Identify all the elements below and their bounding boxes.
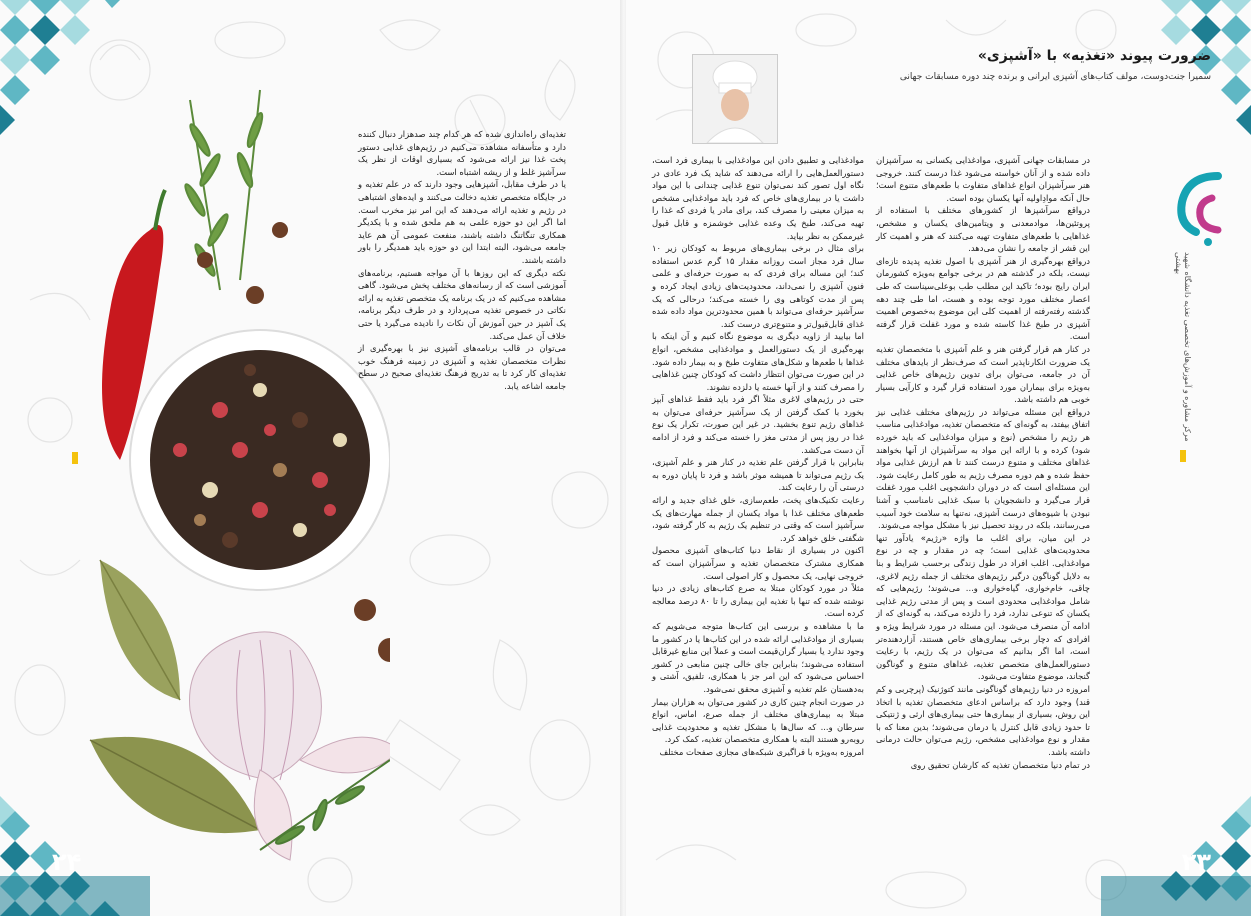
paragraph: تغذیه‌ای راه‌اندازی شده که هر کدام چند صدهزار دنبال کننده دارد و متأسفانه مشاهده می‌کنیم در رژیم‌های غذایی دستور پخت غذا نیز ارائه می‌شود که بسیاری اوقات از نظر یک سرآشپز غلط و از ریشه اشتباه است. <box>358 129 566 177</box>
author-byline: سمیرا جنت‌دوست، مولف کتاب‌های آشپزی ایرانی و برنده چند دوره مسابقات جهانی <box>899 72 1211 82</box>
paragraph: می‌توان در قالب برنامه‌های آشپزی نیز با بهره‌گیری از نظرات متخصصان تغذیه و آشپزی در زمینه فرهنگ خوب تغذیه‌ای کار کرد تا به تدریج فرهنگ تغذیه‌ای صحیح در سطح جامعه اشاعه یابد. <box>358 343 566 391</box>
article-column-left <box>358 128 566 392</box>
article-column-right-2 <box>652 154 864 759</box>
paragraph: نکته دیگری که این روزها با آن مواجه هستیم، برنامه‌های آموزشی است که از رسانه‌های مختلف پخش می‌شود. گاهی مشاهده می‌کنیم که در یک برنامه یک متخصص تغذیه به ارائه نکاتی در خصوص تغذیه می‌پردازد و در طرف دیگر برنامه، یک آشپز در حین آموزش آن نکات را نادیده می‌گیرد یا حتی خلاف آن عمل می‌کند. <box>358 267 566 341</box>
spices-photo <box>60 80 390 880</box>
paragraph: حتی در رژیم‌های لاغری مثلاً اگر فرد باید فقط غذاهای آبپز بخورد با کمک گرفتن از یک سرآشپز حرفه‌ای می‌توان به غذاهای رژیم تنوع بخشید. در غیر این صورت، تکرار یک نوع غذا در روز پس از مدتی مغز را خسته می‌کند و فرد از ادامه آن دست می‌کشد. <box>652 394 864 455</box>
page-number-left: ۲۴ <box>52 848 82 876</box>
paragraph: یا در طرف مقابل، آشپزهایی وجود دارند که در علم تغذیه و در جایگاه متخصص تغذیه دخالت می‌کنند و ایده‌های اشتباهی در رژیم و تغذیه ارائه می‌دهند که این امر نیز مخرب است. اما اگر این دو حوزه علمی به هم ملحق شده و با یکدیگر همکاری تنگاتنگ داشته باشند، منفعت عمومی آن هم عاید جامعه می‌شود، البته ابتدا این دو حوزه باید همدیگر را باور داشته باشند. <box>358 179 566 265</box>
paragraph: در مسابقات جهانی آشپزی، موادغذایی یکسانی به سرآشپزان داده شده و از آنان خواسته می‌شود غذا درست کنند. خروجی هنر سرآشپزان انواع غذاهای متفاوت با طعم‌های متنوع است؛ حال آنکه موادِاولیه آنها یکسان بوده است. <box>876 155 1090 203</box>
paragraph: مثلاً در مورد کودکان مبتلا به صرع کتاب‌های زیادی در دنیا نوشته شده که تنها با تغذیه این بیماری را تا ۸۰ درصد معالجه کرده است. <box>652 583 864 619</box>
right-page <box>626 0 1251 916</box>
paragraph: رعایت تکنیک‌های پخت، طعم‌سازی، خلق غذای جدید و ارائه طعم‌های مختلف غذا با مواد یکسان از جمله مهارت‌های یک سرآشپز است که وقتی در تنظیم یک رژیم به کار گرفته شود، شگفتی خلق خواهد کرد. <box>652 495 864 543</box>
paragraph: درواقع بهره‌گیری از هنر آشپزی با اصول تغذیه پدیده تازه‌ای نیست، بلکه در گذشته هم در برخی جوامع به‌ویژه کشورمان ایران رایج بوده؛ تاکید این مطلب طب بوعلی‌سیناست که طی اعصار مختلف مورد توجه بوده و هست، اما طی چند دهه گذشته رفته‌رفته از اهمیت کلی این موضوع به‌خصوص اهمیت آشپزی در طبخ غذا کاسته شده و مورد غفلت قرار گرفته است. <box>876 255 1090 342</box>
article-column-right-1 <box>876 154 1090 771</box>
left-page <box>0 0 622 916</box>
page-number-right: ۲۳ <box>1181 848 1211 876</box>
paragraph: در تمام دنیا متخصصان تغذیه که کارشان تحقیق روی <box>910 759 1090 770</box>
accent-bar <box>72 452 78 464</box>
paragraph: اکنون در بسیاری از نقاط دنیا کتاب‌های آشپزی محصول همکاری مشترک متخصصان تغذیه و سرآشپزان است که خروجی نهایی، یک محصول و کار اصولی است. <box>652 545 864 581</box>
paragraph: در این میان، برای اغلب ما واژه «رژیم» یادآور تنها محدودیت‌های غذایی است؛ چه در مقدار و چه در نوع موادغذایی. اغلب افراد در طول زندگی برحسب شرایط و بنا به دلایل گوناگون درگیر رژیم‌های مختلف از جمله رژیم لاغری، چاقی، خام‌خواری، گیاه‌خواری و... می‌شوند؛ رژیم‌هایی که شامل موادغذایی محدودی است و پس از مدتی رژیم غذایی یکسان که تنوعی ندارد، فرد را دلزده می‌کند، به گونه‌ای که از ادامه آن منصرف می‌شود. این مسئله در مورد شرایط ویژه و افرادی که دچار برخی بیماری‌های خاص هستند، آزاردهنده‌تر است، اما اگر بدانیم که می‌توان در یک رژیم، با رعایت دستورالعمل‌های متخصص تغذیه، غذاهای متنوع و گوناگون گنجاند، موضوع متفاوت می‌شود. <box>876 532 1090 682</box>
paragraph: بنابراین با قرار گرفتن علم تغذیه در کنار هنر و علم آشپزی، یک رژیم می‌تواند تا همیشه موثر باشد و فرد تا پایان دوره به درستی آن را رعایت کند. <box>652 457 864 493</box>
diamond-pattern-bottom-right <box>1101 766 1251 916</box>
paragraph: امروزه به‌ویژه با فراگیری شبکه‌های مجازی صفحات مختلف <box>659 746 864 757</box>
paragraph: اما بیایید از زاویه دیگری به موضوع نگاه کنیم و آن اینکه با بهره‌گیری از یک دستورالعمل و موادغذایی مشخص، انواع غذاها با طعم‌ها و شکل‌های متفاوت طبخ و به بیمار داده شود. در این صورت می‌توان انتظار داشت که کودکان چنین غذاهایی را مصرف کنند و از آنها خسته یا دلزده نشوند. <box>652 331 864 392</box>
paragraph: امروزه در دنیا رژیم‌های گوناگونی مانند کتوژنیک (پرچربی و کم قند) وجود دارد که براساس ادعای متخصصان تغذیه با اتخاذ این روش، بسیاری از بیماری‌ها حتی بیماری‌های ارثی و ژنتیکی تا حدود زیادی قابل کنترل یا درمان می‌شوند؛ بدین معنا که با مقدار و نوع موادغذایی مشخص، رژیم می‌توان حالت درمانی داشته باشد. <box>876 683 1090 757</box>
author-photo <box>692 54 778 144</box>
paragraph: ما با مشاهده و بررسی این کتاب‌ها متوجه می‌شویم که بسیاری از موادغذایی ارائه شده در این کتاب‌ها یا در کشور ما وجود ندارد یا بسیار گران‌قیمت است و عملاً این منابع غیرقابل استفاده می‌شوند؛ بنابراین جای خالی چنین منابعی در کشور احساس می‌شود که این امر جز با همکاری، تلفیق، آشتی و به‌دهستان علم تغذیه و آشپزی محقق نمی‌شود. <box>652 620 864 694</box>
magazine-logo <box>1168 170 1228 250</box>
side-caption: مرکز مشاوره و آموزش‌های تخصصی تغذیه دانشگاه شهید بهشتی <box>1174 252 1192 442</box>
accent-bar <box>1180 450 1186 462</box>
paragraph: درواقع سرآشپزها از کشورهای مختلف با استفاده از پروتئین‌ها، موادمعدنی و ویتامین‌های یکسان و مشخص، غذاهایی با طعم‌های متفاوت تهیه می‌کنند که هنر و اهمیت کار این قشر از جامعه را نشان می‌دهد. <box>876 205 1090 254</box>
paragraph: برای مثال در برخی بیماری‌های مربوط به کودکان زیر ۱۰ سال فرد مجاز است روزانه مقدار ۱۵ گرم عدس استفاده کند؛ این مساله برای فردی که به صورت حرفه‌ای و علمی فنون آشپزی را نمی‌داند، محدودیت‌های زیادی ایجاد کرده و پس از مدت کوتاهی وی را خسته می‌کند؛ درحالی که یک سرآشپز حرفه‌ای می‌تواند با همین محدودترین مواد داده شده غذای قابل‌قبول‌تر و متنوع‌تری درست کند. <box>652 243 864 329</box>
article-title: ضرورت پیوند «تغذیه» با «آشپزی» <box>977 48 1211 64</box>
paragraph: درواقع این مسئله می‌تواند در رژیم‌های مختلف غذایی نیز اتفاق بیفتد، به گونه‌ای که متخصصان تغذیه، موادغذایی مناسب هر رژیم را مشخص (نوع و میزان موادغذایی که باید خورده شود) کرده و با ارائه این مواد به سرآشپزان از آنها بخواهند غذاهای مختلف و متنوع درست کنند تا هم ارزش غذایی مواد حفظ شده و هم دوره مصرف رژیم به طور کامل رعایت شود. این مسئله‌ای است که در دوران دانشجویی اغلب مورد غفلت قرار می‌گیرد و دانشجویان با سبک غذایی نامناسب و آشنا نبودن با شیوه‌های درست آشپزی، نه‌تنها به سلامت خود آسیب می‌رسانند، بلکه در روند تحصیل نیز با مشکل مواجه می‌شوند. <box>876 406 1090 531</box>
paragraph: موادغذایی و تطبیق دادن این موادغذایی با بیماری فرد است، دستورالعمل‌هایی را ارائه می‌دهند که شاید یک فرد عادی در نگاه اول تصور کند نمی‌توان تنوع غذایی چندانی با این مواد داشت یا در بیماری‌های خاص که فرد باید موادغذایی مشخص به میزان معینی را مصرف کند، برای مادر یا فردی که غذا را تهیه می‌کند، طبخ یک وعده غذایی خوشمزه و قابل قبول غیرممکن به نظر بیاید. <box>652 155 864 241</box>
paragraph: در صورت انجام چنین کاری در کشور می‌توان به هزاران بیمار مبتلا به بیماری‌های مختلف از جمله صرع، اماس، انواع سرطان و... که سال‌ها با مشکل تغذیه و محدودیت غذایی روبه‌رو هستند البته با همکاری متخصصان تغذیه، کمک کرد. <box>652 696 864 745</box>
paragraph: در کنار هم قرار گرفتن هنر و علم آشپزی با متخصصان تغذیه یک ضرورت انکارناپذیر است که صرف‌نظر از بایدهای مختلف آن در جامعه، می‌توان برای تدوین رژیم‌های خاص غذایی به‌ویژه برای بیماران مورد استفاده قرار گیرد و کارآیی بسیار خوبی هم داشته باشد. <box>876 343 1090 405</box>
